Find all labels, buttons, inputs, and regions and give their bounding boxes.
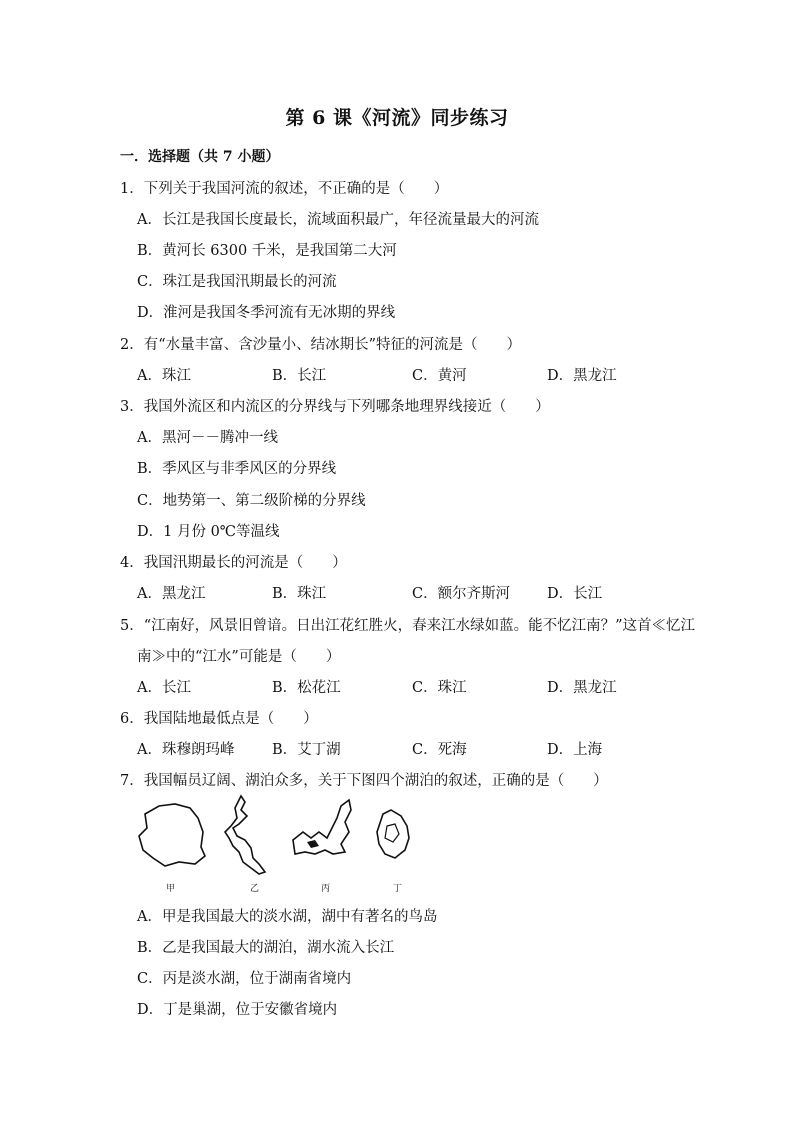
question-7-option-b: B．乙是我国最大的湖泊，湖水流入长江 bbox=[137, 940, 395, 956]
lake-jia-outline bbox=[139, 804, 205, 866]
question-6-option-c: C．死海 bbox=[412, 742, 467, 758]
question-5-option-c: C．珠江 bbox=[412, 680, 467, 696]
question-6-stem: 6．我国陆地最低点是（ ） bbox=[120, 711, 318, 727]
question-7-option-a: A．甲是我国最大的淡水湖，湖中有著名的鸟岛 bbox=[137, 909, 438, 925]
lake-outlines bbox=[135, 792, 425, 882]
question-4-option-d: D．长江 bbox=[547, 586, 603, 602]
lake-ding-inner bbox=[385, 824, 399, 842]
lake-label-bing: 丙 bbox=[321, 884, 331, 894]
question-4-stem: 4．我国汛期最长的河流是（ ） bbox=[120, 555, 347, 571]
question-1-option-c: C．珠江是我国汛期最长的河流 bbox=[137, 274, 337, 290]
question-1-stem: 1．下列关于我国河流的叙述，不正确的是（ ） bbox=[120, 181, 449, 197]
lake-bing-outline bbox=[293, 800, 351, 854]
question-5-option-a: A．长江 bbox=[137, 680, 191, 696]
question-7-stem: 7．我国幅员辽阔、湖泊众多，关于下图四个湖泊的叙述，正确的是（ ） bbox=[120, 773, 608, 789]
question-1-option-b: B．黄河长 6300 千米，是我国第二大河 bbox=[137, 243, 397, 259]
lake-bing-island bbox=[307, 840, 319, 848]
lake-ding-outline bbox=[377, 810, 409, 858]
question-3-option-d: D．1 月份 0℃等温线 bbox=[137, 524, 280, 540]
question-7-option-c: C．丙是淡水湖，位于湖南省境内 bbox=[137, 971, 352, 987]
question-6-option-d: D．上海 bbox=[547, 742, 603, 758]
question-5-stem-continued: 南≫中的“江水”可能是（ ） bbox=[137, 649, 341, 665]
lake-yi-outline bbox=[225, 796, 265, 874]
lake-label-jia: 甲 bbox=[166, 884, 176, 894]
question-6-option-a: A．珠穆朗玛峰 bbox=[137, 742, 235, 758]
question-3-option-a: A．黑河－－腾冲一线 bbox=[137, 430, 278, 446]
question-2-option-c: C．黄河 bbox=[412, 368, 467, 384]
question-3-option-c: C．地势第一、第二级阶梯的分界线 bbox=[137, 493, 366, 509]
page-title: 第 6 课《河流》同步练习 bbox=[285, 107, 509, 129]
question-1-option-a: A．长江是我国长度最长，流域面积最广，年径流量最大的河流 bbox=[137, 212, 539, 228]
lake-label-ding: 丁 bbox=[393, 884, 403, 894]
question-2-stem: 2．有“水量丰富、含沙量小、结冰期长”特征的河流是（ ） bbox=[120, 337, 522, 353]
section-heading: 一．选择题（共 7 小题） bbox=[120, 149, 280, 165]
question-5-stem: 5．“江南好，风景旧曾谙。日出江花红胜火，春来江水绿如蓝。能不忆江南？”这首≪忆江 bbox=[120, 618, 696, 634]
question-2-option-b: B．长江 bbox=[272, 368, 327, 384]
question-7-option-d: D．丁是巢湖，位于安徽省境内 bbox=[137, 1002, 338, 1018]
question-3-option-b: B．季风区与非季风区的分界线 bbox=[137, 461, 337, 477]
question-4-option-a: A．黑龙江 bbox=[137, 586, 206, 602]
lake-outlines-figure bbox=[135, 792, 425, 897]
question-4-option-c: C．额尔齐斯河 bbox=[412, 586, 511, 602]
lake-label-yi: 乙 bbox=[250, 884, 260, 894]
question-5-option-d: D．黑龙江 bbox=[547, 680, 617, 696]
question-3-stem: 3．我国外流区和内流区的分界线与下列哪条地理界线接近（ ） bbox=[120, 399, 550, 415]
question-5-option-b: B．松花江 bbox=[272, 680, 341, 696]
question-4-option-b: B．珠江 bbox=[272, 586, 327, 602]
question-2-option-d: D．黑龙江 bbox=[547, 368, 617, 384]
question-2-option-a: A．珠江 bbox=[137, 368, 191, 384]
question-1-option-d: D．淮河是我国冬季河流有无冰期的界线 bbox=[137, 305, 396, 321]
question-6-option-b: B．艾丁湖 bbox=[272, 742, 341, 758]
